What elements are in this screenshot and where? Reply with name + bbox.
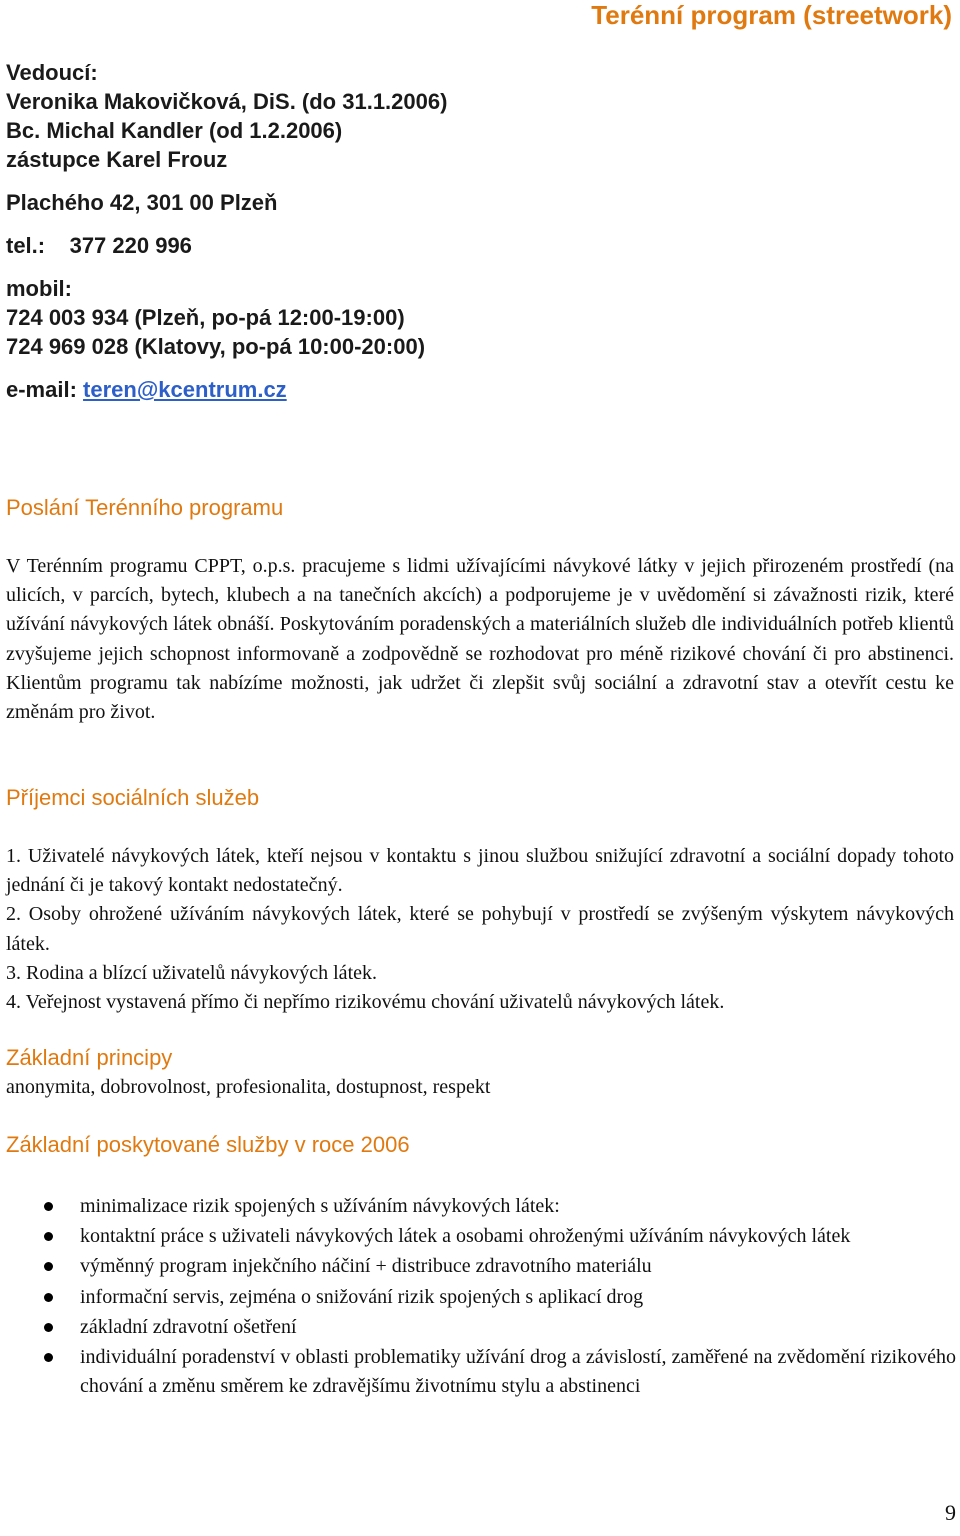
bullet-icon: [44, 1323, 53, 1332]
principles-heading: Základní principy: [6, 1045, 173, 1070]
services-list: [80, 1192, 956, 1402]
principles-text: anonymita, dobrovolnost, profesionalita, dostupnost, respekt: [6, 1076, 491, 1098]
lead-name-1: Veronika Makovičková, DiS. (do 31.1.2006): [6, 89, 448, 114]
list-item-text: minimalizace rizik spojených s užíváním návykových látek:: [80, 1195, 560, 1217]
page-number: 9: [945, 1500, 956, 1525]
recipients-list: [6, 842, 954, 1017]
list-item: 1. Uživatelé návykových látek, kteří nejsou v kontaktu s jinou službou snižující zdravotní a sociální dopady tohoto jednání či je takový kontakt nedostatečný.: [6, 845, 954, 897]
bullet-icon: [44, 1353, 53, 1362]
mission-heading: Poslání Terénního programu: [6, 495, 284, 520]
bullet-icon: [44, 1202, 53, 1211]
list-item: [80, 1192, 956, 1221]
email-line: [6, 375, 946, 404]
list-item: 4. Veřejnost vystavená přímo či nepřímo rizikovému chování uživatelů návykových látek.: [6, 991, 725, 1014]
list-item: [80, 1343, 956, 1401]
list-item-text: základní zdravotní ošetření: [80, 1315, 297, 1338]
lead-name-2: Bc. Michal Kandler (od 1.2.2006): [6, 118, 343, 143]
list-item-text: individuální poradenství v oblasti problematiky užívání drog a závislostí, zaměřené na zvědomění rizikového chování a změnu směrem ke zdravějšímu životnímu stylu a abstinenci: [80, 1346, 956, 1398]
list-item: [80, 1252, 956, 1281]
page-title: Terénní program (streetwork): [591, 0, 952, 30]
address: Plachého 42, 301 00 Plzeň: [6, 190, 278, 215]
services-heading: Základní poskytované služby v roce 2006: [6, 1132, 410, 1157]
bullet-icon: [44, 1293, 53, 1302]
mobile-label: mobil:: [6, 276, 72, 301]
recipients-heading: Příjemci sociálních služeb: [6, 785, 260, 810]
contact-block: [6, 58, 946, 404]
list-item-text: kontaktní práce s uživateli návykových látek a osobami ohroženými užíváním návykových látek: [80, 1225, 851, 1248]
list-item: 2. Osoby ohrožené užíváním návykových látek, které se pohybují v prostředí se zvýšeným výskytem návykových látek.: [6, 903, 954, 955]
list-item: [80, 1313, 956, 1342]
phone-line: [6, 231, 946, 260]
list-item: [80, 1222, 956, 1251]
phone-label: tel.:: [6, 233, 46, 258]
phone-value: 377 220 996: [69, 233, 192, 258]
mission-paragraph: V Terénním programu CPPT, o.p.s. pracujeme s lidmi užívajícími návykové látky v jejich přirozeném prostředí (na ulicích, v parcích, bytech, klubech a na tanečních akcích) a podporujeme je v uvědomění si závažnosti rizik, které užívání návykových látek obnáší. Poskytováním poradenských a materiálních služeb dle individuálních potřeb klientů zvyšujeme jejich schopnost informovaně a zodpovědně se rozhodovat pro méně rizikové chování či pro abstinenci. Klientům programu tak nabízíme možnosti, jak udržet či zlepšit svůj sociální a zdravotní stav a otevřít cestu ke změnám pro život.: [6, 555, 954, 724]
list-item: [80, 1283, 956, 1312]
mobile-klatovy: 724 969 028 (Klatovy, po-pá 10:00-20:00): [6, 334, 426, 359]
email-label: e-mail:: [6, 377, 77, 402]
mobile-plzen: 724 003 934 (Plzeň, po-pá 12:00-19:00): [6, 305, 405, 330]
bullet-icon: [44, 1232, 53, 1241]
list-item-text: výměnný program injekčního náčiní + distribuce zdravotního materiálu: [80, 1255, 652, 1278]
bullet-icon: [44, 1262, 53, 1271]
lead-label: Vedoucí:: [6, 60, 98, 85]
list-item: 3. Rodina a blízcí uživatelů návykových látek.: [6, 961, 377, 984]
email-link[interactable]: teren@kcentrum.cz: [83, 377, 287, 402]
list-item-text: informační servis, zejména o snižování rizik spojených s aplikací drog: [80, 1285, 644, 1308]
deputy-name: zástupce Karel Frouz: [6, 147, 228, 172]
